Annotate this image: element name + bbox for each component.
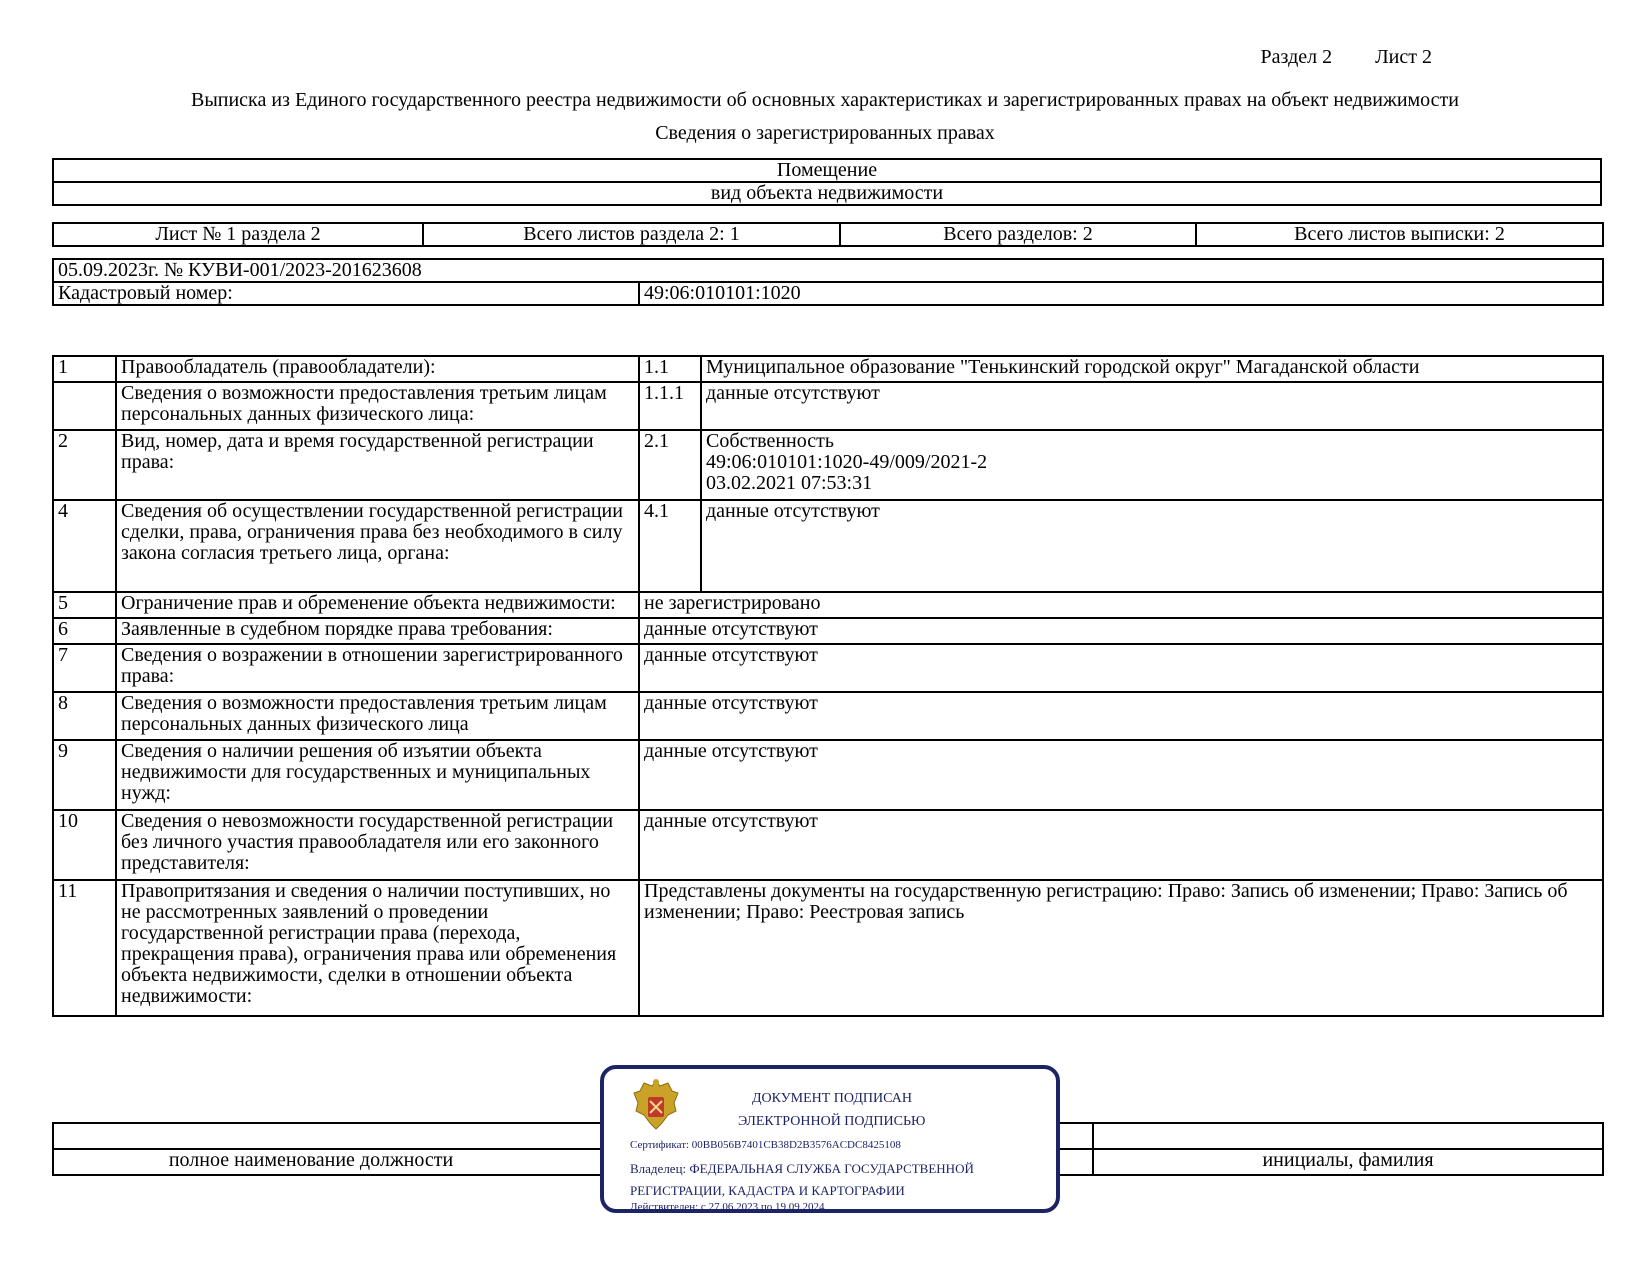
row-label: Правопритязания и сведения о наличии поступивших, но не рассмотренных заявлений о проведении государственной регистрации права (перехода, прекращения права), ограничения права или обременения объекта недвижимости, сделки в отношении объекта недвижимости: — [116, 880, 639, 1016]
cadastral-label: Кадастровый номер: — [53, 282, 639, 305]
row-label: Сведения о возможности предоставления третьим лицам персональных данных физического лица: — [116, 382, 639, 430]
row-label: Сведения о возможности предоставления третьим лицам персональных данных физического лица — [116, 692, 639, 740]
row-value: данные отсутствуют — [639, 810, 1603, 880]
table-row — [53, 356, 1603, 382]
document-subtitle: Сведения о зарегистрированных правах — [655, 122, 995, 144]
row-subnumber: 4.1 — [639, 500, 701, 592]
name-blank — [1093, 1123, 1603, 1149]
row-value: Представлены документы на государственную регистрацию: Право: Запись об изменении; Право: Запись об изменении; Право: Реестровая запись — [639, 880, 1603, 1016]
row-number: 11 — [53, 880, 116, 1016]
stamp-certificate: Сертификат: 00BB056B7401CB38D2B3576ACDC8425108 — [630, 1139, 901, 1151]
section-label: Раздел 2 — [1260, 46, 1333, 68]
object-type-caption: вид объекта недвижимости — [53, 182, 1601, 205]
total-sections: Всего разделов: 2 — [840, 223, 1196, 246]
table-row — [53, 382, 1603, 430]
stamp-title-line2: ЭЛЕКТРОННОЙ ПОДПИСЬЮ — [738, 1114, 926, 1129]
object-type-table — [52, 158, 1602, 206]
row-number: 9 — [53, 740, 116, 810]
row-number: 2 — [53, 430, 116, 500]
row-value — [701, 430, 1603, 500]
row-number: 5 — [53, 592, 116, 618]
row-value: данные отсутствуют — [701, 500, 1603, 592]
row-number: 6 — [53, 618, 116, 644]
row-label: Сведения о возражении в отношении зарегистрированного права: — [116, 644, 639, 692]
document-title: Выписка из Единого государственного реестра недвижимости об основных характеристиках и зарегистрированных правах на объект недвижимости — [190, 89, 1459, 111]
table-row — [53, 618, 1603, 644]
request-table — [52, 258, 1604, 306]
sheets-info-table — [52, 222, 1604, 247]
total-section-sheets: Всего листов раздела 2: 1 — [423, 223, 840, 246]
row-number: 10 — [53, 810, 116, 880]
sheet-label: Лист 2 — [1375, 46, 1432, 68]
stamp-owner-line1: Владелец: ФЕДЕРАЛЬНАЯ СЛУЖБА ГОСУДАРСТВЕННОЙ — [630, 1161, 974, 1176]
table-row — [53, 740, 1603, 810]
row-label: Вид, номер, дата и время государственной регистрации права: — [116, 430, 639, 500]
cadastral-number: 49:06:010101:1020 — [639, 282, 1603, 305]
right-type: Собственность — [706, 430, 834, 452]
stamp-validity: Действителен: с 27.06.2023 по 19.09.2024 — [630, 1201, 825, 1213]
table-row — [53, 810, 1603, 880]
table-row — [53, 500, 1603, 592]
page-header — [1223, 46, 1432, 69]
table-row — [53, 692, 1603, 740]
e-signature-stamp — [600, 1065, 1060, 1213]
stamp-title-line1: ДОКУМЕНТ ПОДПИСАН — [752, 1091, 912, 1106]
total-sheets: Всего листов выписки: 2 — [1196, 223, 1603, 246]
stamp-owner-line2: РЕГИСТРАЦИИ, КАДАСТРА И КАРТОГРАФИИ — [630, 1183, 905, 1198]
row-subnumber: 2.1 — [639, 430, 701, 500]
row-subnumber: 1.1 — [639, 356, 701, 382]
object-type-value: Помещение — [53, 159, 1601, 182]
table-row — [53, 880, 1603, 1016]
row-value: данные отсутствуют — [639, 692, 1603, 740]
row-label: Сведения об осуществлении государственной регистрации сделки, права, ограничения права без необходимого в силу закона согласия третьего лица, органа: — [116, 500, 639, 592]
row-number — [53, 382, 116, 430]
row-number: 1 — [53, 356, 116, 382]
rights-table — [52, 355, 1604, 1017]
row-value: данные отсутствуют — [639, 618, 1603, 644]
row-label: Правообладатель (правообладатели): — [116, 356, 639, 382]
row-label: Заявленные в судебном порядке права требования: — [116, 618, 639, 644]
sheet-of-section: Лист № 1 раздела 2 — [53, 223, 423, 246]
registration-datetime: 03.02.2021 07:53:31 — [706, 472, 873, 494]
table-row — [53, 644, 1603, 692]
request-number: 05.09.2023г. № КУВИ-001/2023-201623608 — [53, 259, 1603, 282]
row-label: Ограничение прав и обременение объекта недвижимости: — [116, 592, 639, 618]
row-number: 4 — [53, 500, 116, 592]
row-number: 8 — [53, 692, 116, 740]
row-subnumber: 1.1.1 — [639, 382, 701, 430]
registration-number: 49:06:010101:1020-49/009/2021-2 — [706, 451, 988, 473]
coat-of-arms-icon — [632, 1077, 680, 1133]
row-label: Сведения о наличии решения об изъятии объекта недвижимости для государственных и муниципальных нужд: — [116, 740, 639, 810]
table-row — [53, 592, 1603, 618]
position-caption-text: полное наименование должности — [168, 1149, 454, 1171]
row-number: 7 — [53, 644, 116, 692]
row-value: данные отсутствуют — [639, 644, 1603, 692]
table-row — [53, 430, 1603, 500]
name-caption: инициалы, фамилия — [1093, 1149, 1603, 1175]
row-value: не зарегистрировано — [639, 592, 1603, 618]
row-value: Муниципальное образование "Тенькинский городской округ" Магаданской области — [701, 356, 1603, 382]
row-label: Сведения о невозможности государственной регистрации без личного участия правообладателя или его законного представителя: — [116, 810, 639, 880]
row-value: данные отсутствуют — [639, 740, 1603, 810]
row-value: данные отсутствуют — [701, 382, 1603, 430]
